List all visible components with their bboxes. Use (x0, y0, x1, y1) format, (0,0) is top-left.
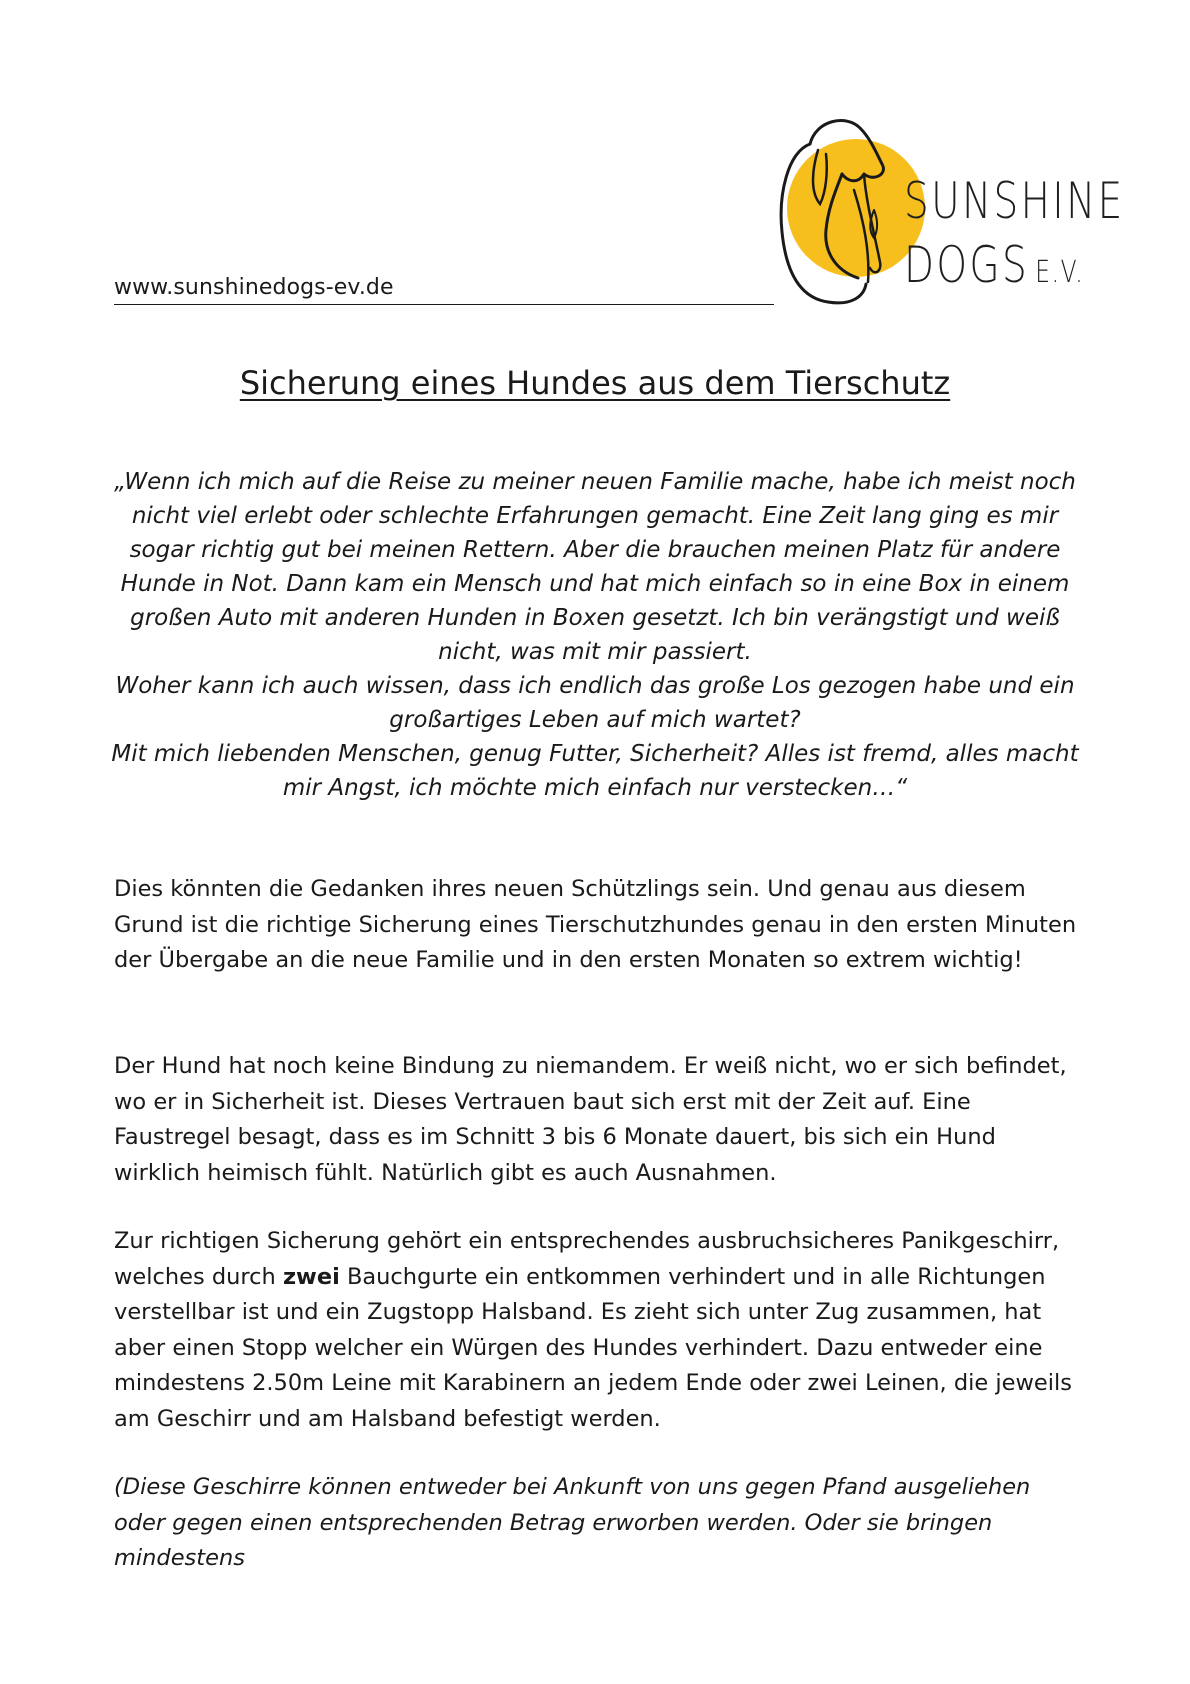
quote-paragraph-3: Mit mich liebenden Menschen, genug Futter, Sicherheit? Alles ist fremd, alles macht mir Angst, ich möchte mich einfach nur verstecken…“ (111, 741, 1079, 801)
website-url[interactable]: www.sunshinedogs-ev.de (114, 274, 774, 305)
document-title (0, 362, 1190, 404)
quote-paragraph-1: „Wenn ich mich auf die Reise zu meiner neuen Familie mache, habe ich meist noch nicht viel erlebt oder schlechte Erfahrungen gemacht. Eine Zeit lang ging es mir sogar richtig gut bei meinen Rettern. Aber die brauchen meinen Platz für andere Hunde in Not. Dann kam ein Mensch und hat mich einfach so in eine Box in einem großen Auto mit anderen Hunden in Boxen gesetzt. Ich bin verängstigt und weiß nicht, was mit mir passiert. (114, 469, 1076, 665)
logo-ev: E.V. (1035, 255, 1085, 290)
body-paragraph-3 (114, 1224, 1084, 1437)
body-paragraph-3-start: Zur richtigen Sicherung gehört ein entsprechendes ausbruchsicheres Panikgeschirr, welches durch (114, 1228, 1060, 1290)
dog-quote (110, 465, 1080, 805)
body-paragraph-3-end: Bauchgurte ein entkommen verhindert und in alle Richtungen verstellbar ist und ein Zugstopp Halsband. Es zieht sich unter Zug zusammen, hat aber einen Stopp welcher ein Würgen des Hundes verhindert. Dazu entweder eine mindestens 2.50m Leine mit Karabinern an jedem Ende oder zwei Leinen, die jeweils am Geschirr und am Halsband befestigt werden. (114, 1263, 1072, 1432)
sunshine-dogs-logo (770, 112, 1125, 312)
document-title-text: Sicherung eines Hundes aus dem Tierschutz (239, 364, 951, 402)
logo-wordmark-line2 (904, 236, 1084, 294)
body-paragraph-1: Dies könnten die Gedanken ihres neuen Schützlings sein. Und genau aus diesem Grund ist die richtige Sicherung eines Tierschutzhundes genau in den ersten Minuten der Übergabe an die neue Familie und in den ersten Monaten so extrem wichtig! (114, 876, 1077, 973)
logo-dogs: DOGS (904, 236, 1030, 294)
body-paragraph-4: (Diese Geschirre können entweder bei Ankunft von uns gegen Pfand ausgeliehen oder gegen einen entsprechenden Betrag erworben werden. Oder sie bringen mindestens (114, 1474, 1031, 1571)
quote-paragraph-2: Woher kann ich auch wissen, dass ich endlich das große Los gezogen habe und ein großartiges Leben auf mich wartet? (115, 673, 1075, 733)
body-paragraph-3-bold: zwei (282, 1263, 340, 1290)
logo-wordmark-line1: SUNSHINE (904, 172, 1125, 230)
body-paragraph-2: Der Hund hat noch keine Bindung zu niemandem. Er weiß nicht, wo er sich befindet, wo er in Sicherheit ist. Dieses Vertrauen baut sich erst mit der Zeit auf. Eine Faustregel besagt, dass es im Schnitt 3 bis 6 Monate dauert, bis sich ein Hund wirklich heimisch fühlt. Natürlich gibt es auch Ausnahmen. (114, 1053, 1067, 1186)
